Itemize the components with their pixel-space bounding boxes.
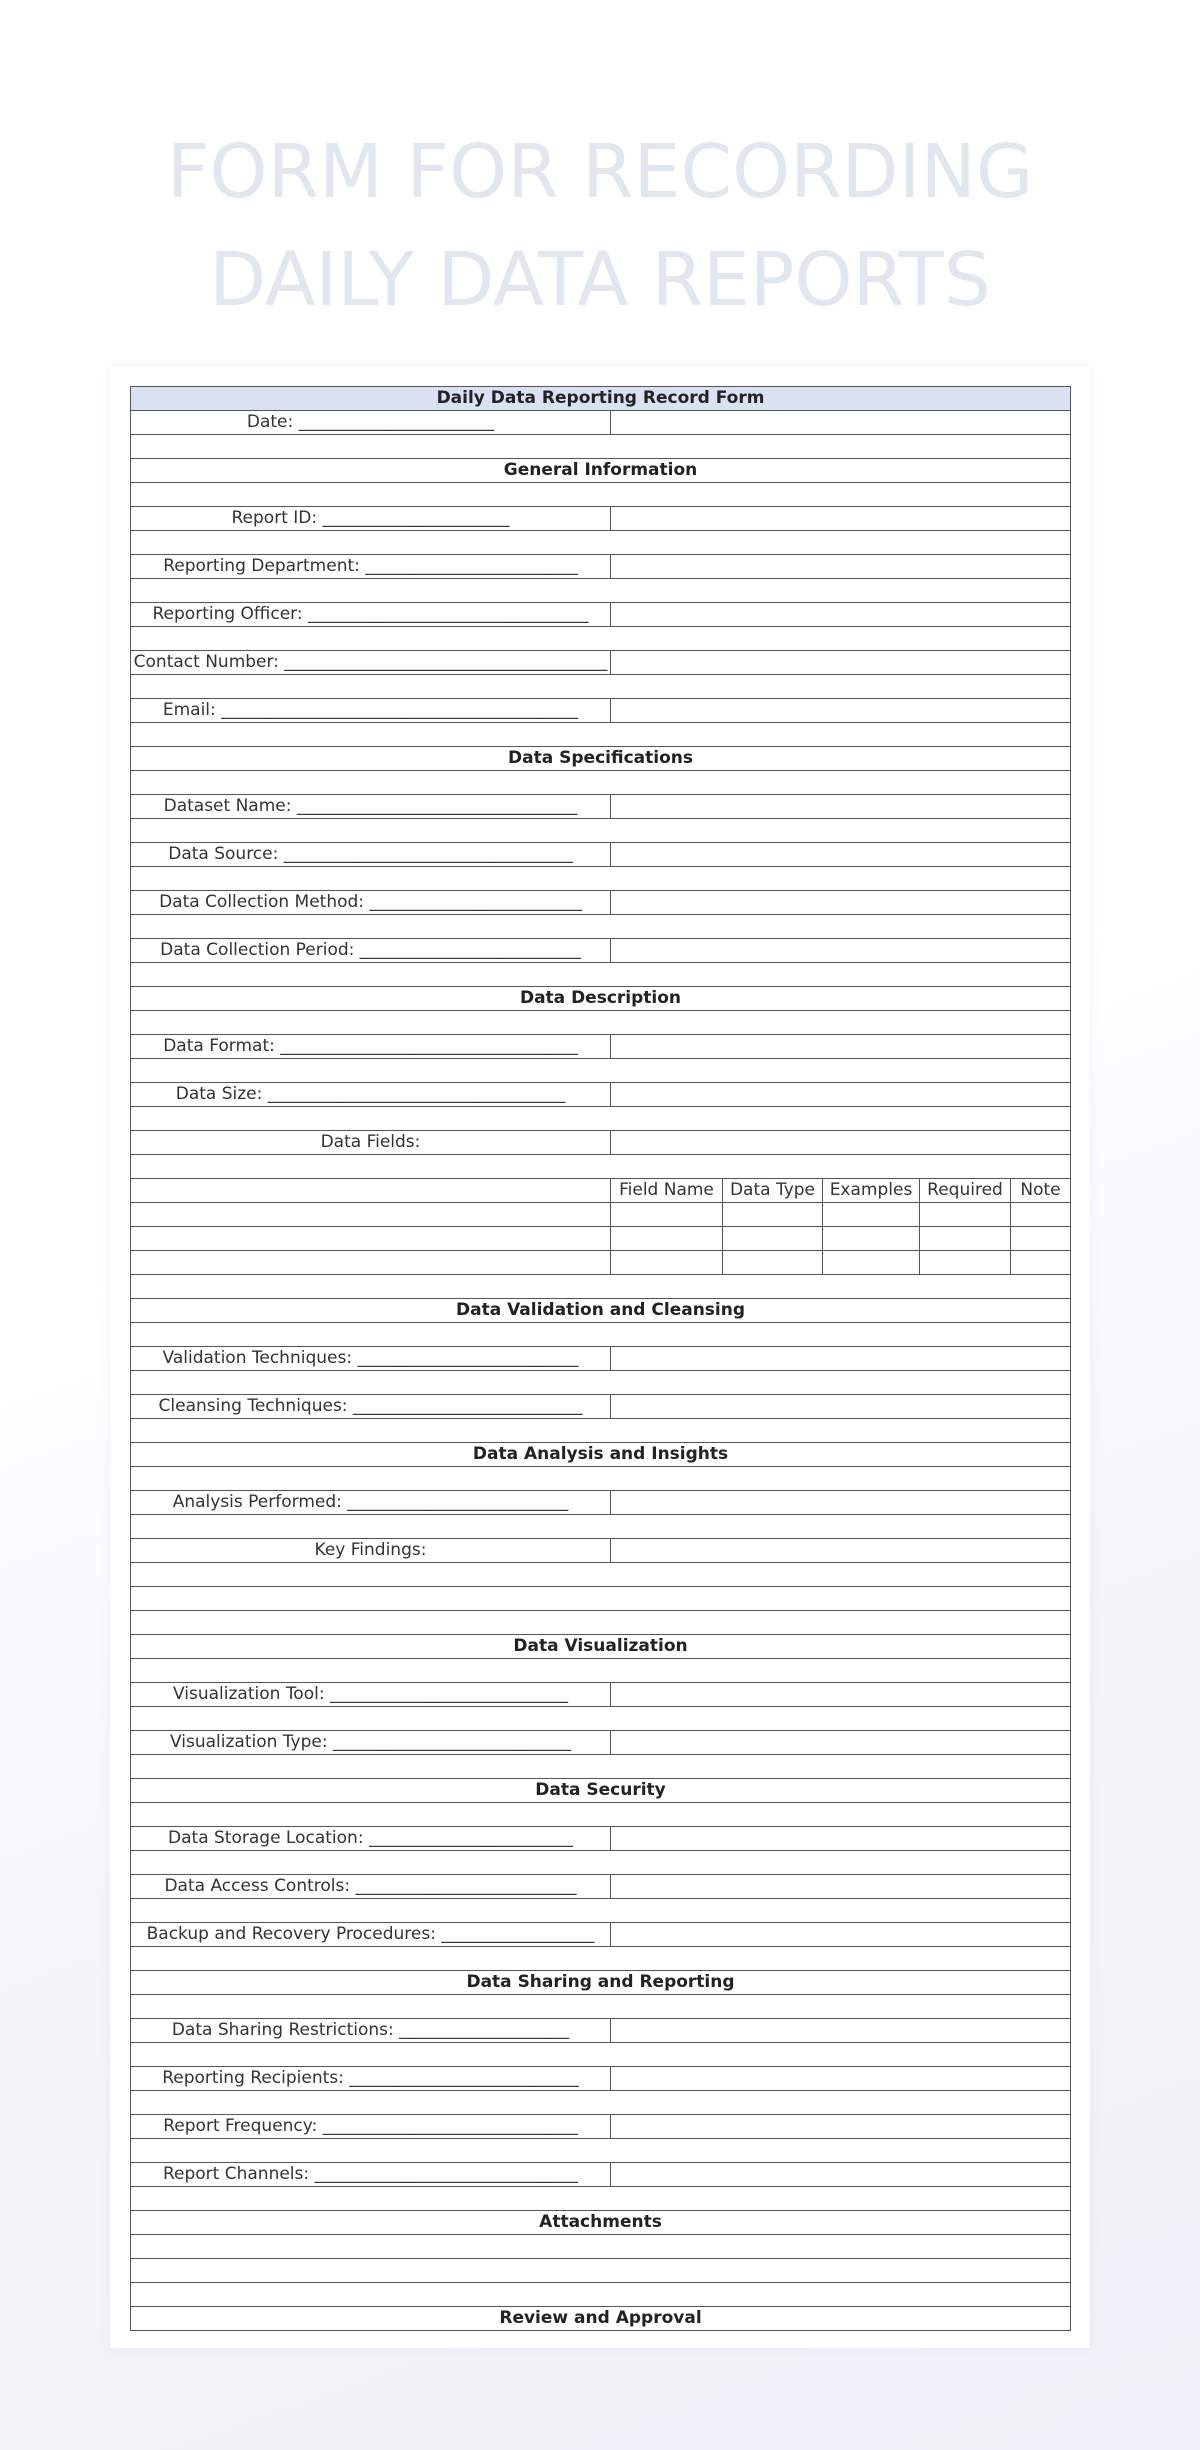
- reporting-officer-label: Reporting Officer: _________________________________: [131, 603, 611, 627]
- form-title: Daily Data Reporting Record Form: [131, 387, 1071, 411]
- section-data-specifications: Data Specifications: [131, 747, 1071, 771]
- section-data-description: Data Description: [131, 987, 1071, 1011]
- spacer-row: [131, 1803, 1071, 1827]
- cleansing-techniques-label: Cleansing Techniques: ___________________________: [131, 1395, 611, 1419]
- field-table-header-note: Note: [1011, 1179, 1071, 1203]
- contact-number-label: Contact Number: ______________________________________: [131, 651, 611, 675]
- section-data-security: Data Security: [131, 1779, 1071, 1803]
- data-format-value-cell[interactable]: [611, 1035, 1071, 1059]
- visualization-type-value-cell[interactable]: [611, 1731, 1071, 1755]
- data-report-form: [130, 386, 1071, 2331]
- dataset-name-label: Dataset Name: _________________________________: [131, 795, 611, 819]
- sharing-restrictions-label: Data Sharing Restrictions: ____________________: [131, 2019, 611, 2043]
- validation-techniques-label: Validation Techniques: __________________________: [131, 1347, 611, 1371]
- spacer-row: [131, 2091, 1071, 2115]
- visualization-type-label: Visualization Type: ____________________________: [131, 1731, 611, 1755]
- collection-period-label: Data Collection Period: __________________________: [131, 939, 611, 963]
- field-table-row: [131, 1227, 1071, 1251]
- section-attachments: Attachments: [131, 2211, 1071, 2235]
- spacer-row: [131, 1275, 1071, 1299]
- key-findings-label: Key Findings:: [131, 1539, 611, 1563]
- spacer-row: [131, 2139, 1071, 2163]
- spacer-row: [131, 1107, 1071, 1131]
- field-table-header-field-name: Field Name: [611, 1179, 723, 1203]
- spacer-row: [131, 675, 1071, 699]
- spacer-row: [131, 1659, 1071, 1683]
- spacer-row: [131, 627, 1071, 651]
- data-size-label: Data Size: ___________________________________: [131, 1083, 611, 1107]
- section-data-sharing: Data Sharing and Reporting: [131, 1971, 1071, 1995]
- spacer-row: [131, 1563, 1071, 1587]
- reporting-department-value-cell[interactable]: [611, 555, 1071, 579]
- validation-techniques-value-cell[interactable]: [611, 1347, 1071, 1371]
- spacer-row: [131, 1587, 1071, 1611]
- spacer-row: [131, 819, 1071, 843]
- spacer-row: [131, 1707, 1071, 1731]
- spacer-row: [131, 483, 1071, 507]
- sharing-restrictions-value-cell[interactable]: [611, 2019, 1071, 2043]
- spacer-row: [131, 771, 1071, 795]
- contact-number-value-cell[interactable]: [611, 651, 1071, 675]
- report-channels-label: Report Channels: _______________________________: [131, 2163, 611, 2187]
- date-label: Date: _______________________: [131, 411, 611, 435]
- spacer-row: [131, 1611, 1071, 1635]
- analysis-performed-label: Analysis Performed: __________________________: [131, 1491, 611, 1515]
- reporting-recipients-label: Reporting Recipients: ___________________________: [131, 2067, 611, 2091]
- report-frequency-value-cell[interactable]: [611, 2115, 1071, 2139]
- key-findings-value-cell[interactable]: [611, 1539, 1071, 1563]
- spacer-row: [131, 1059, 1071, 1083]
- field-table-header-required: Required: [920, 1179, 1011, 1203]
- attachment-row[interactable]: [131, 2235, 1071, 2259]
- data-source-label: Data Source: __________________________________: [131, 843, 611, 867]
- reporting-department-label: Reporting Department: _________________________: [131, 555, 611, 579]
- attachment-row[interactable]: [131, 2259, 1071, 2283]
- spacer-row: [131, 1011, 1071, 1035]
- spacer-row: [131, 867, 1071, 891]
- spacer-row: [131, 1515, 1071, 1539]
- section-data-analysis: Data Analysis and Insights: [131, 1443, 1071, 1467]
- data-fields-label: Data Fields:: [131, 1131, 611, 1155]
- data-fields-value-cell[interactable]: [611, 1131, 1071, 1155]
- analysis-performed-value-cell[interactable]: [611, 1491, 1071, 1515]
- date-value-cell[interactable]: [611, 411, 1071, 435]
- data-format-label: Data Format: ___________________________________: [131, 1035, 611, 1059]
- access-controls-value-cell[interactable]: [611, 1875, 1071, 1899]
- visualization-tool-label: Visualization Tool: ____________________________: [131, 1683, 611, 1707]
- spacer-row: [131, 963, 1071, 987]
- report-frequency-label: Report Frequency: ______________________________: [131, 2115, 611, 2139]
- dataset-name-value-cell[interactable]: [611, 795, 1071, 819]
- field-table-row: [131, 1203, 1071, 1227]
- email-label: Email: __________________________________________: [131, 699, 611, 723]
- data-source-value-cell[interactable]: [611, 843, 1071, 867]
- report-channels-value-cell[interactable]: [611, 2163, 1071, 2187]
- spacer-row: [131, 915, 1071, 939]
- spacer-row: [131, 1899, 1071, 1923]
- section-data-visualization: Data Visualization: [131, 1635, 1071, 1659]
- page-title-line-2: DAILY DATA REPORTS: [209, 237, 991, 323]
- spacer-row: [131, 1155, 1071, 1179]
- page-title: [0, 118, 1200, 334]
- spacer-row: [131, 1467, 1071, 1491]
- spacer-row: [131, 2187, 1071, 2211]
- reporting-recipients-value-cell[interactable]: [611, 2067, 1071, 2091]
- field-table-header-examples: Examples: [823, 1179, 920, 1203]
- attachment-row[interactable]: [131, 2283, 1071, 2307]
- data-size-value-cell[interactable]: [611, 1083, 1071, 1107]
- spacer-row: [131, 723, 1071, 747]
- visualization-tool-value-cell[interactable]: [611, 1683, 1071, 1707]
- spacer-row: [131, 1947, 1071, 1971]
- page-title-line-1: FORM FOR RECORDING: [166, 129, 1034, 215]
- section-general-information: General Information: [131, 459, 1071, 483]
- field-table-spacer: [131, 1179, 611, 1203]
- backup-recovery-label: Backup and Recovery Procedures: __________________: [131, 1923, 611, 1947]
- report-id-label: Report ID: ______________________: [131, 507, 611, 531]
- spacer-row: [131, 435, 1071, 459]
- spacer-row: [131, 1419, 1071, 1443]
- collection-method-value-cell[interactable]: [611, 891, 1071, 915]
- spacer-row: [131, 579, 1071, 603]
- spacer-row: [131, 531, 1071, 555]
- spacer-row: [131, 2043, 1071, 2067]
- cleansing-techniques-value-cell[interactable]: [611, 1395, 1071, 1419]
- section-review-approval: Review and Approval: [131, 2307, 1071, 2331]
- spacer-row: [131, 1371, 1071, 1395]
- email-value-cell[interactable]: [611, 699, 1071, 723]
- collection-period-value-cell[interactable]: [611, 939, 1071, 963]
- spacer-row: [131, 1995, 1071, 2019]
- spacer-row: [131, 1851, 1071, 1875]
- report-id-value-cell[interactable]: [611, 507, 1071, 531]
- collection-method-label: Data Collection Method: _________________________: [131, 891, 611, 915]
- reporting-officer-value-cell[interactable]: [611, 603, 1071, 627]
- backup-recovery-value-cell[interactable]: [611, 1923, 1071, 1947]
- storage-location-value-cell[interactable]: [611, 1827, 1071, 1851]
- access-controls-label: Data Access Controls: __________________________: [131, 1875, 611, 1899]
- field-table-row: [131, 1251, 1071, 1275]
- field-table-header-data-type: Data Type: [723, 1179, 823, 1203]
- spacer-row: [131, 1323, 1071, 1347]
- spacer-row: [131, 1755, 1071, 1779]
- section-data-validation: Data Validation and Cleansing: [131, 1299, 1071, 1323]
- storage-location-label: Data Storage Location: ________________________: [131, 1827, 611, 1851]
